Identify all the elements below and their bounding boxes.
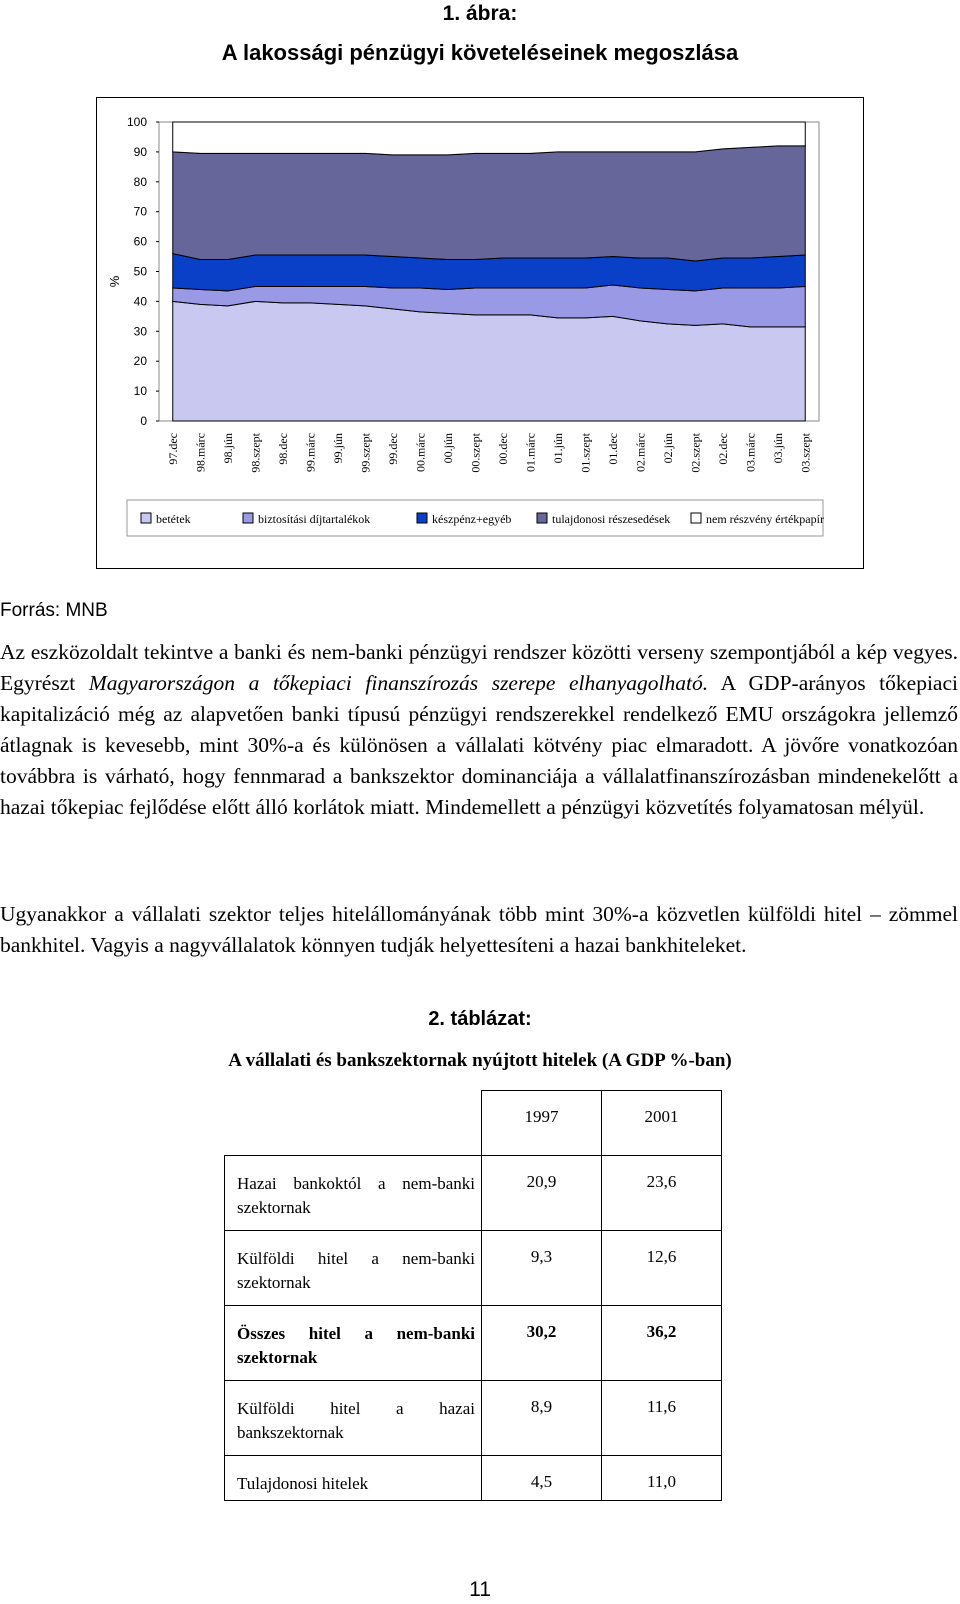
table-title: A vállalati és bankszektornak nyújtott hitelek (A GDP %-ban) — [228, 1050, 732, 1071]
cell-2001: 23,6 — [602, 1156, 722, 1231]
figure-title: A lakossági pénzügyi követeléseinek megoszlása — [221, 40, 739, 65]
header-2001: 2001 — [602, 1091, 722, 1156]
x-tick-label: 01.szept — [578, 433, 593, 473]
paragraph-1-part-2: A GDP-arányos tőkepiaci kapitalizáció még az alapvetően banki típusú pénzügyi rendszerekkel rendelkező EMU országokra jellemző átlagnak is kevesebb, mint 30%-a és különösen a vállalati kötvény piac elmaradott. A jövőre vonatkozóan továbbra is várható, hogy fennmarad a bankszektor dominanciája a vállalatfinanszírozásban mindenekelőtt a hazai tőkepiac fejlődése előtt álló korlátok miatt. Mindemellett a pénzügyi közvetítés folyamatosan mélyül. — [0, 671, 958, 819]
page-number: 11 — [469, 1578, 491, 1601]
y-tick-label: 90 — [133, 144, 147, 159]
chart-frame — [96, 97, 864, 569]
row-label: Összes hitel a nem-banki szektornak — [225, 1306, 482, 1381]
row-label: Külföldi hitel a nem-banki szektornak — [225, 1231, 482, 1306]
row-label: Külföldi hitel a hazai bankszektornak — [225, 1381, 482, 1456]
x-tick-label: 01.dec — [605, 433, 620, 465]
legend-swatch-2 — [417, 513, 427, 523]
table-row — [225, 1231, 722, 1306]
stacked-area-chart — [97, 98, 863, 568]
legend-label-4: nem részvény értékpapír — [706, 512, 824, 526]
table-row — [225, 1381, 722, 1456]
x-tick-label: 00.szept — [468, 433, 483, 473]
x-tick-label: 99.szept — [358, 433, 373, 473]
row-label: Hazai bankoktól a nem-banki szektornak — [225, 1156, 482, 1231]
cell-1997: 8,9 — [482, 1381, 602, 1456]
y-tick-label: 10 — [133, 384, 147, 399]
cell-2001: 12,6 — [602, 1231, 722, 1306]
x-tick-label: 99.jún — [330, 433, 345, 464]
figure-number: 1. ábra: — [442, 2, 518, 25]
x-tick-label: 99.dec — [385, 433, 400, 465]
x-tick-label: 00.jún — [440, 433, 455, 464]
y-tick-label: 40 — [133, 294, 147, 309]
paragraph-2: Ugyanakkor a vállalati szektor teljes hitelállományának több mint 30%-a közvetlen külföldi hitel – zömmel bankhitel. Vagyis a nagyvállalatok könnyen tudják helyettesíteni a hazai bankhiteleket. — [0, 902, 958, 957]
series-area-3 — [173, 146, 806, 261]
legend-swatch-0 — [141, 513, 151, 523]
paragraph-1-emphasis: Magyarországon a tőkepiaci finanszírozás szerepe elhanyagolható. — [88, 671, 709, 695]
y-tick-label: 30 — [133, 324, 147, 339]
y-tick-label: 70 — [133, 204, 147, 219]
y-tick-label: 50 — [133, 264, 147, 279]
y-tick-label: 100 — [126, 115, 147, 129]
x-tick-label: 03.márc — [743, 433, 758, 472]
series-area-4 — [173, 122, 806, 155]
cell-1997: 20,9 — [482, 1156, 602, 1231]
x-tick-label: 98.jún — [220, 433, 235, 464]
x-tick-label: 02.dec — [715, 433, 730, 465]
paragraph-1-part-1: Az eszközoldalt tekintve a banki és nem-banki pénzügyi rendszer közötti verseny szempontjából a kép vegyes. Egyrészt — [0, 640, 958, 695]
x-tick-label: 00.dec — [495, 433, 510, 465]
x-tick-label: 98.márc — [193, 433, 208, 472]
y-tick-label: 60 — [133, 234, 147, 249]
legend-swatch-1 — [243, 513, 253, 523]
x-tick-label: 03.jún — [770, 433, 785, 464]
table-row — [225, 1456, 722, 1501]
x-tick-label: 98.dec — [275, 433, 290, 465]
source-note: Forrás: MNB — [0, 600, 108, 621]
y-tick-label: 80 — [133, 174, 147, 189]
x-tick-label: 02.márc — [633, 433, 648, 472]
y-tick-label: 0 — [140, 414, 147, 428]
legend-swatch-4 — [691, 513, 701, 523]
y-axis-label: % — [107, 275, 122, 288]
legend-label-2: készpénz+egyéb — [432, 512, 512, 526]
legend-label-1: biztosítási díjtartalékok — [258, 512, 371, 526]
table-row — [225, 1306, 722, 1381]
table-number: 2. táblázat: — [428, 1008, 532, 1030]
legend-label-0: betétek — [156, 512, 191, 526]
paragraph-1 — [0, 637, 958, 823]
cell-1997: 30,2 — [482, 1306, 602, 1381]
legend-swatch-3 — [537, 513, 547, 523]
legend-label-3: tulajdonosi részesedések — [552, 512, 671, 526]
cell-1997: 9,3 — [482, 1231, 602, 1306]
y-tick-label: 20 — [133, 354, 147, 369]
x-tick-label: 97.dec — [165, 433, 180, 465]
x-tick-label: 02.jún — [660, 433, 675, 464]
row-label: Tulajdonosi hitelek — [225, 1456, 482, 1501]
x-tick-label: 99.márc — [303, 433, 318, 472]
x-tick-label: 01.márc — [523, 433, 538, 472]
x-tick-label: 98.szept — [248, 433, 263, 473]
cell-2001: 36,2 — [602, 1306, 722, 1381]
credit-table — [224, 1090, 722, 1501]
x-tick-label: 03.szept — [798, 433, 813, 473]
table-row — [225, 1156, 722, 1231]
table-header-row — [225, 1091, 722, 1156]
x-tick-label: 01.jún — [550, 433, 565, 464]
cell-2001: 11,0 — [602, 1456, 722, 1501]
cell-1997: 4,5 — [482, 1456, 602, 1501]
x-tick-label: 02.szept — [688, 433, 703, 473]
x-tick-label: 00.márc — [413, 433, 428, 472]
header-1997: 1997 — [482, 1091, 602, 1156]
cell-2001: 11,6 — [602, 1381, 722, 1456]
table-corner — [225, 1091, 482, 1156]
